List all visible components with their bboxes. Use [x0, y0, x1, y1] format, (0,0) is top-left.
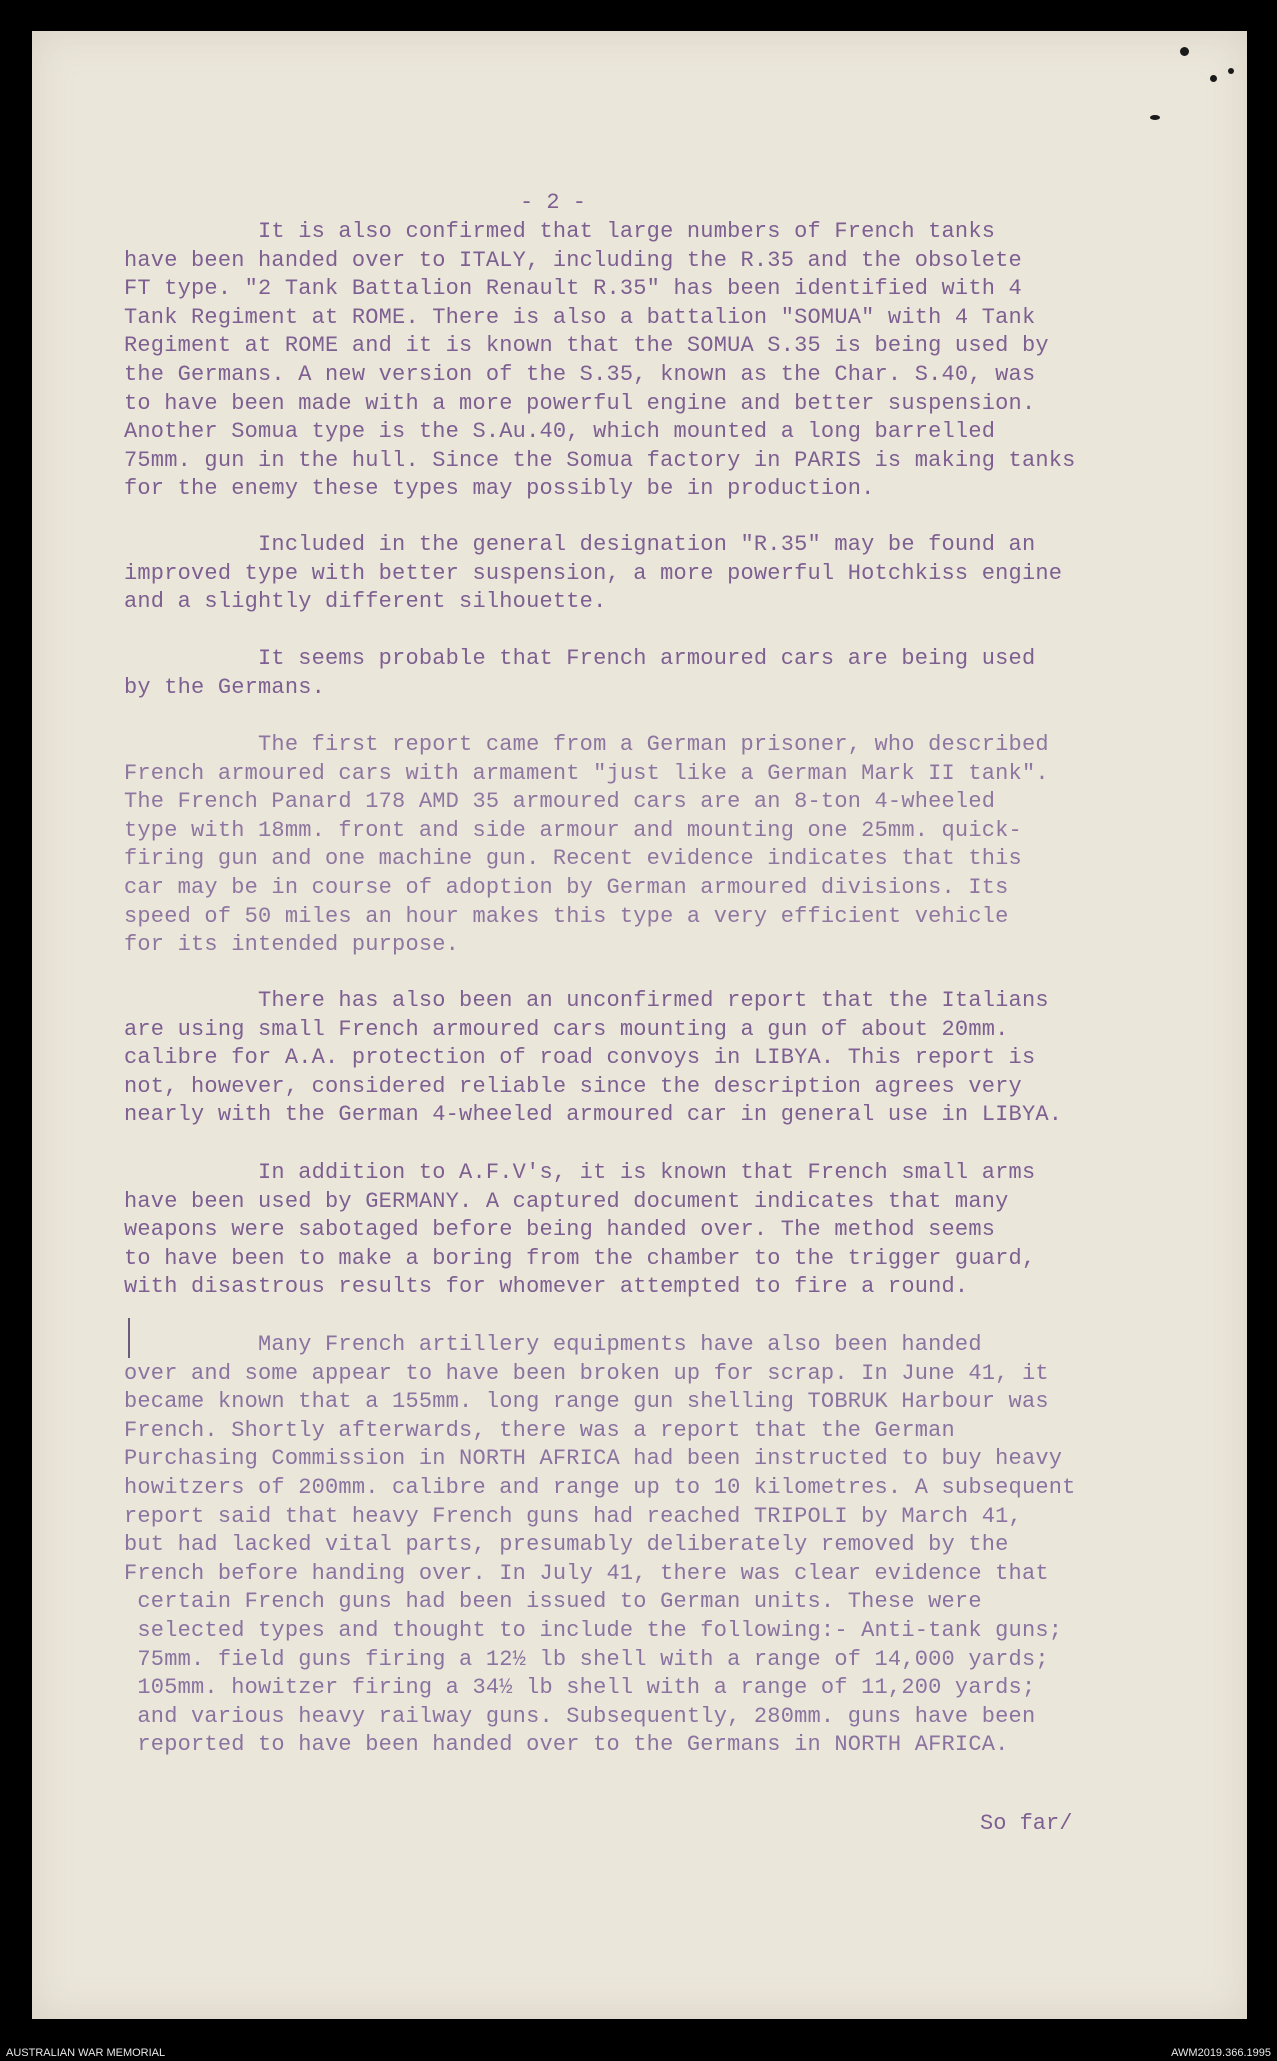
punch-hole	[1180, 47, 1189, 56]
paragraph: It seems probable that French armoured cars are being used by the Germans.	[124, 646, 1036, 700]
paragraph: The first report came from a German prisoner, who described French armoured cars with armament "just like a German Mark II tank". The French Panard 178 AMD 35 armoured cars are an 8-ton 4-wheeled type with 18mm. front and side armour and mounting one 25mm. quick- firing gun and one machine gun. Recent evidence indicates that this car may be in course of adoption by German armoured divisions. Its speed of 50 miles an hour makes this type a very efficient vehicle for its intended purpose.	[124, 732, 1049, 958]
paragraph: In addition to A.F.V's, it is known that French small arms have been used by GERMANY. A captured document indicates that many weapons were sabotaged before being handed over. The method seems to have been to make a boring from the chamber to the trigger guard, with disastrous results for whomever attempted to fire a round.	[124, 1160, 1036, 1300]
paragraph: Included in the general designation "R.35" may be found an improved type with better suspension, a more powerful Hotchkiss engine and a slightly different silhouette.	[124, 532, 1063, 615]
footer-bar	[0, 2031, 1277, 2061]
paragraph: Many French artillery equipments have also been handed over and some appear to have been broken up for scrap. In June 41, it became known that a 155mm. long range gun shelling TOBRUK Harbour was French. Shortly afterwards, there was a report that the German Purchasing Commission in NORTH AFRICA had been instructed to buy heavy howitzers of 200mm. calibre and range up to 10 kilometres. A subsequent report said that heavy French guns had reached TRIPOLI by March 41, but had lacked vital parts, presumably deliberately removed by the French before handing over. In July 41, there was clear evidence that certain French guns had been issued to German units. These were selected types and thought to include the following:- Anti-tank guns; 75mm. field guns firing a 12½ lb shell with a range of 14,000 yards; 105mm. howitzer firing a 34½ lb shell with a range of 11,200 yards; and various heavy railway guns. Subsequently, 280mm. guns have been reported to have been handed over to the Germans in NORTH AFRICA.	[124, 1332, 1076, 1758]
punch-hole	[1150, 115, 1160, 120]
page-number: - 2 -	[520, 190, 587, 215]
punch-hole	[1228, 68, 1234, 74]
punch-hole	[1210, 75, 1217, 82]
paragraph: It is also confirmed that large numbers of French tanks have been handed over to ITALY, including the R.35 and the obsolete FT type. "2 Tank Battalion Renault R.35" has been identified with 4 Tank Regiment at ROME. There is also a battalion "SOMUA" with 4 Tank Regiment at ROME and it is known that the SOMUA S.35 is being used by the Germans. A new version of the S.35, known as the Char. S.40, was to have been made with a more powerful engine and better suspension. Another Somua type is the S.Au.40, which mounted a long barrelled 75mm. gun in the hull. Since the Somua factory in PARIS is making tanks for the enemy these types may possibly be in production.	[124, 219, 1076, 502]
footer-institution: AUSTRALIAN WAR MEMORIAL	[6, 2047, 166, 2059]
continuation-catchword: So far/	[980, 1811, 1073, 1836]
footer-accession-number: AWM2019.366.1995	[1171, 2047, 1271, 2059]
paragraph: There has also been an unconfirmed report that the Italians are using small French armoured cars mounting a gun of about 20mm. calibre for A.A. protection of road convoys in LIBYA. This report is not, however, considered reliable since the description agrees very nearly with the German 4-wheeled armoured car in general use in LIBYA.	[124, 988, 1063, 1128]
